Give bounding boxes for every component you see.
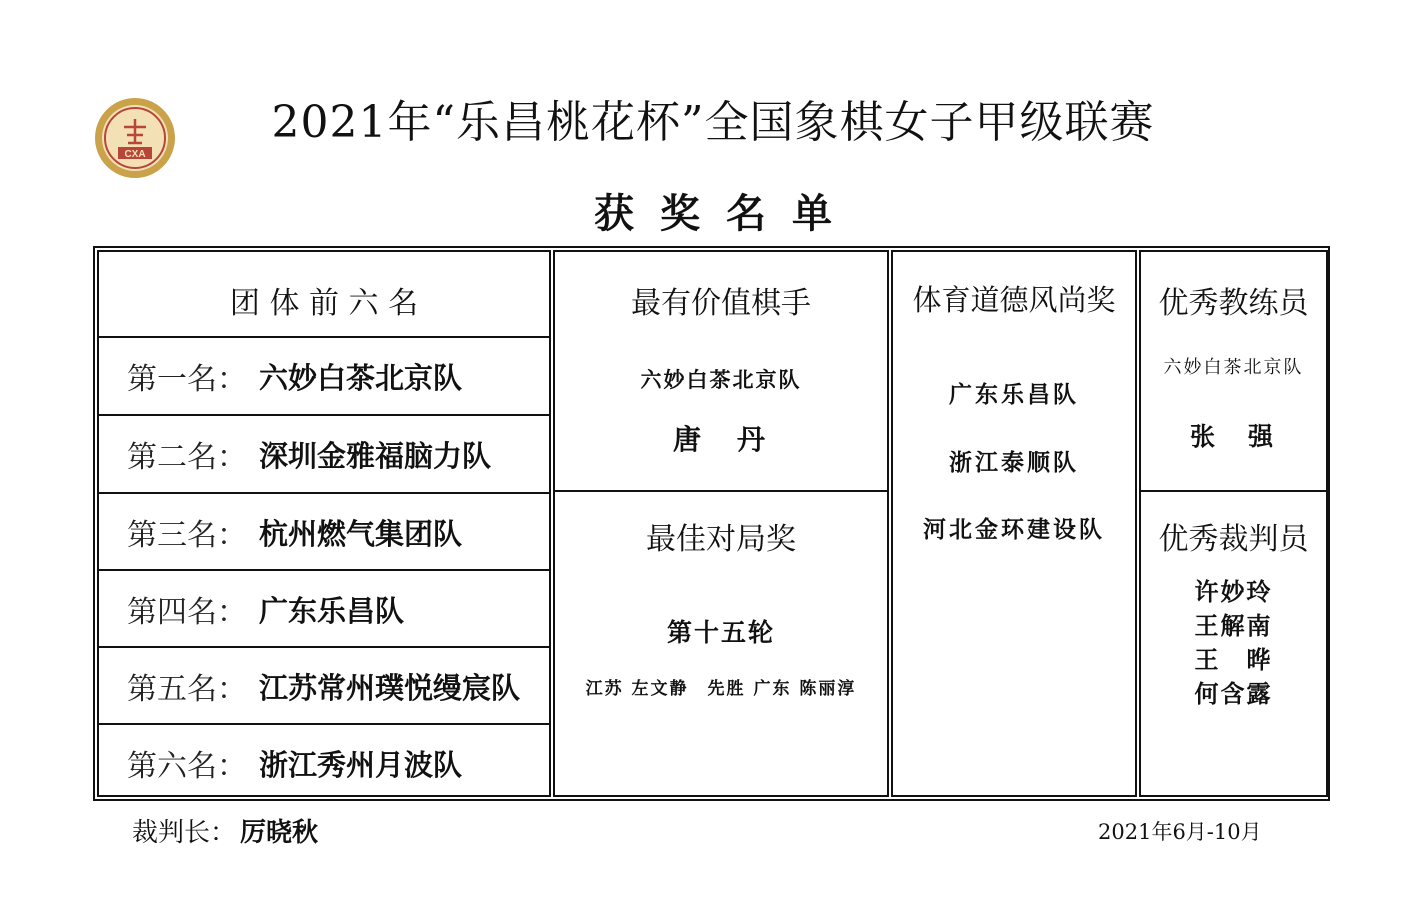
referee-heading: 优秀裁判员 — [1158, 522, 1309, 557]
rank-label: 第四名： — [127, 595, 247, 630]
referee-name: 许妙玲 — [1194, 578, 1273, 606]
sportsmanship-team: 浙江泰顺队 — [949, 450, 1079, 476]
best-game-detail: 江苏 左文静 先胜 广东 陈丽淳 — [585, 679, 857, 699]
mvp-heading: 最有价值棋手 — [631, 286, 811, 321]
mvp-team: 六妙白茶北京队 — [640, 368, 802, 392]
mvp-player: 唐 丹 — [672, 423, 769, 456]
team-ranking-heading: 团 体 前 六 名 — [229, 286, 419, 321]
rank-team: 江苏常州璞悦缦宸队 — [259, 670, 521, 705]
rank-label: 第五名： — [127, 672, 247, 707]
rank-team: 杭州燃气集团队 — [259, 516, 463, 551]
coach-heading: 优秀教练员 — [1158, 286, 1309, 321]
sportsmanship-heading: 体育道德风尚奖 — [912, 283, 1116, 317]
coach-name: 张 强 — [1189, 422, 1277, 451]
sportsmanship-section — [891, 250, 1137, 797]
chief-referee-label: 裁判长： — [132, 818, 237, 848]
rank-team: 六妙白茶北京队 — [259, 360, 463, 395]
best-game-round: 第十五轮 — [666, 618, 775, 647]
rank-row — [99, 725, 549, 801]
rank-row — [99, 338, 549, 414]
referee-name: 王解南 — [1194, 612, 1273, 640]
sportsmanship-team: 河北金环建设队 — [923, 517, 1105, 543]
rank-row — [99, 571, 549, 647]
rank-label: 第一名： — [127, 362, 247, 397]
team-ranking-section — [97, 250, 551, 797]
chief-referee — [132, 812, 318, 849]
page-subtitle: 获奖名单 — [594, 191, 858, 237]
rank-team: 深圳金雅福脑力队 — [259, 438, 492, 473]
referee-name: 何含露 — [1194, 680, 1273, 708]
rank-label: 第二名： — [127, 440, 247, 475]
page-title: 2021年“乐昌桃花杯”全国象棋女子甲级联赛 — [271, 97, 1155, 148]
best-game-heading: 最佳对局奖 — [646, 522, 796, 557]
award-table — [93, 246, 1330, 801]
rank-team: 广东乐昌队 — [259, 593, 405, 628]
date-range: 2021年6月-10月 — [1098, 820, 1262, 844]
rank-label: 第六名： — [127, 749, 247, 784]
rank-row — [99, 648, 549, 724]
logo-text: CXA — [124, 149, 146, 160]
rank-label: 第三名： — [127, 518, 247, 553]
rank-row — [99, 494, 549, 570]
chief-referee-name: 厉晓秋 — [240, 818, 319, 848]
divider — [1141, 490, 1326, 492]
referee-name: 王 晔 — [1194, 646, 1273, 674]
coach-team: 六妙白茶北京队 — [1163, 357, 1304, 378]
rank-row — [99, 416, 549, 492]
divider — [555, 490, 887, 492]
mvp-bestgame-section — [553, 250, 889, 797]
rank-team: 浙江秀州月波队 — [259, 747, 463, 782]
coach-referee-section — [1139, 250, 1328, 797]
sportsmanship-team: 广东乐昌队 — [949, 382, 1079, 408]
